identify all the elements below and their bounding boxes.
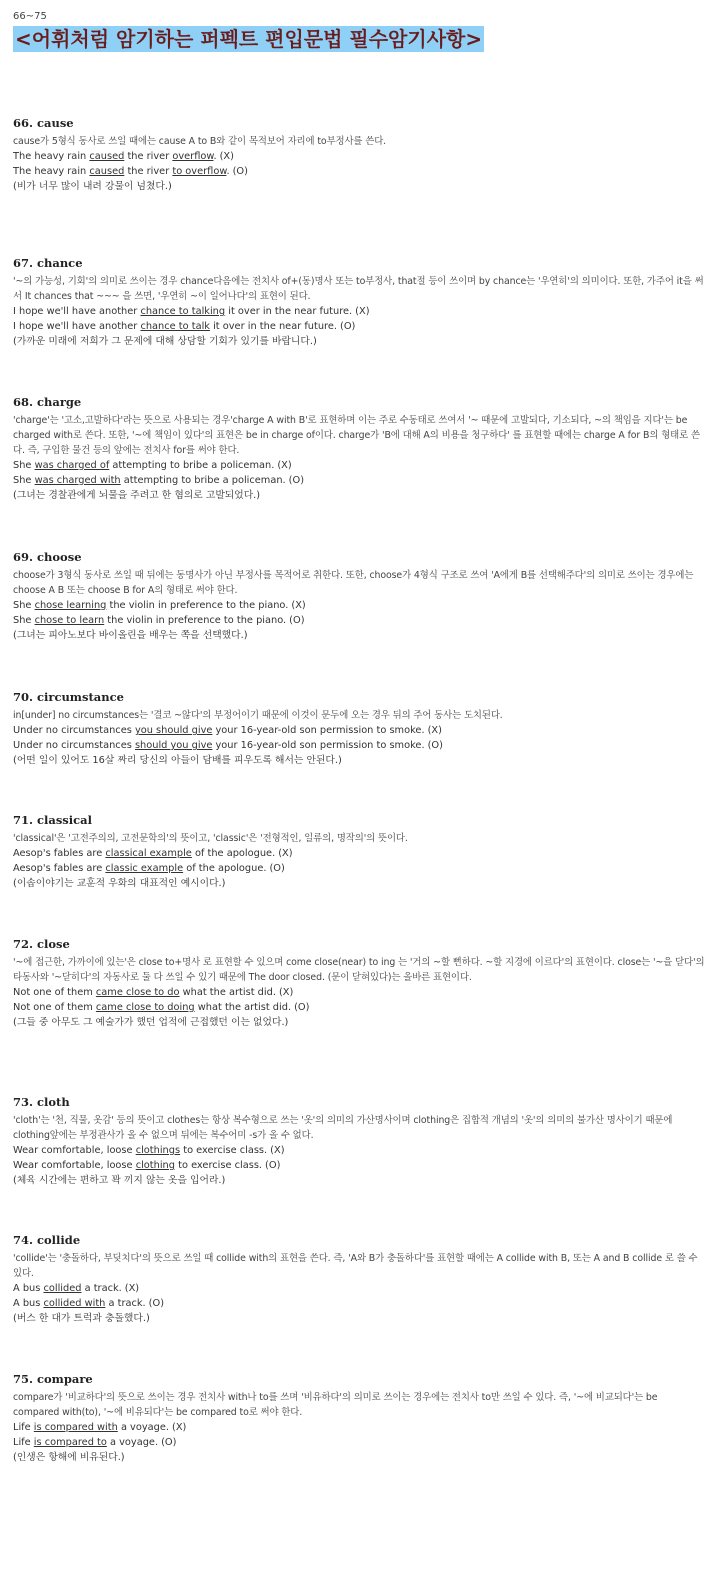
example-text: a track. — [81, 1283, 122, 1294]
underlined-phrase: was charged with — [34, 475, 121, 486]
example-text: Aesop's fables are — [13, 848, 106, 859]
example-text: a track. — [105, 1298, 146, 1309]
underlined-phrase: you should give — [134, 725, 213, 736]
example-text: your 16-year-old son permission to smoke. — [212, 725, 425, 736]
underlined-phrase: chose learning — [34, 600, 107, 611]
correctness-mark: (X) — [172, 1422, 187, 1433]
example-text: The heavy rain — [13, 151, 90, 162]
correctness-mark: (X) — [355, 306, 370, 317]
correct-example — [13, 738, 706, 753]
example-text: I hope we'll have another — [13, 306, 141, 317]
example-text: Life — [13, 1437, 34, 1448]
example-text: Wear comfortable, loose — [13, 1145, 136, 1156]
example-text: the river — [124, 166, 173, 177]
underlined-phrase: came close to doing — [95, 1002, 195, 1013]
example-text: what the artist did. — [179, 987, 276, 998]
korean-translation: (가까운 미래에 저희가 그 문제에 대해 상담할 기회가 있기를 바랍니다.) — [13, 336, 317, 347]
entry-heading: 75. compare — [13, 1372, 93, 1386]
entry-heading: 66. cause — [13, 116, 74, 130]
example-text: Not one of them — [13, 987, 96, 998]
grammar-entry — [13, 395, 706, 503]
example-text: of the apologue. — [183, 863, 267, 874]
underlined-phrase: chance to talk — [140, 321, 210, 332]
entry-heading: 67. chance — [13, 256, 83, 270]
correctness-mark: (O) — [148, 1298, 165, 1309]
example-text: The heavy rain — [13, 166, 90, 177]
underlined-phrase: classic example — [105, 863, 184, 874]
grammar-entry — [13, 937, 706, 1030]
entry-explanation: cause가 5형식 동사로 쓰일 때에는 cause A to B와 같이 목적보어 자리에 to부정사를 쓴다. — [13, 136, 387, 147]
correctness-mark: (X) — [277, 460, 292, 471]
korean-translation: (그녀는 피아노보다 바이올린을 배우는 쪽을 선택했다.) — [13, 630, 248, 641]
example-text: it over in the near future. — [209, 321, 338, 332]
example-text: a voyage. — [106, 1437, 159, 1448]
example-text: She — [13, 475, 35, 486]
grammar-entry — [13, 256, 706, 349]
example-text: . — [213, 151, 217, 162]
example-text: Wear comfortable, loose — [13, 1160, 136, 1171]
underlined-phrase: chose to learn — [34, 615, 105, 626]
underlined-phrase: should you give — [134, 740, 213, 751]
correctness-mark: (O) — [265, 1160, 281, 1171]
underlined-phrase: clothings — [135, 1145, 181, 1156]
underlined-phrase: chance to talking — [140, 306, 226, 317]
example-text: She — [13, 615, 35, 626]
example-text: to exercise class. — [180, 1145, 268, 1156]
grammar-entry — [13, 1095, 706, 1188]
underlined-phrase: collided — [43, 1283, 82, 1294]
example-text: I hope we'll have another — [13, 321, 141, 332]
correct-example — [13, 613, 706, 628]
incorrect-example — [13, 1143, 706, 1158]
example-text: the violin in preference to the piano. — [104, 615, 287, 626]
entry-explanation: 'charge'는 '고소,고발하다'라는 뜻으로 사용되는 경우'charge A with B'로 표현하며 이는 주로 수동태로 쓰여서 '~ 때문에 고발되다, 기소되다, ~의 책임을 지다'는 be charged with로 쓴다. 또한, '~에 책임이 있다'의 표현은 be in charge of이다. charge가 'B에 대해 A의 비용을 청구하다' 를 표현할 때에는 charge A for B의 형태로 쓴다. 즉, 구입한 물건 등의 앞에는 전치사 for를 써야 한다. — [13, 415, 700, 456]
example-text: Under no circumstances — [13, 740, 135, 751]
correctness-mark: (X) — [278, 987, 294, 998]
correctness-mark: (O) — [340, 321, 356, 332]
entry-explanation: 'classical'은 '고전주의의, 고전문학의'의 뜻이고, 'classic'은 '전형적인, 일류의, 명작의'의 뜻이다. — [13, 833, 408, 844]
entry-explanation: in[under] no circumstances는 '결코 ~않다'의 부정어이기 때문에 이것이 문두에 오는 경우 뒤의 주어 동사는 도치된다. — [13, 710, 503, 721]
grammar-entry — [13, 116, 706, 194]
entry-heading: 70. circumstance — [13, 690, 124, 704]
example-text: Aesop's fables are — [13, 863, 106, 874]
correctness-mark: (X) — [270, 1145, 285, 1156]
entry-heading: 68. charge — [13, 395, 82, 409]
correctness-mark: (X) — [124, 1283, 140, 1294]
entry-heading: 73. cloth — [13, 1095, 70, 1109]
correct-example — [13, 1158, 706, 1173]
correctness-mark: (O) — [294, 1002, 310, 1013]
underlined-phrase: caused — [89, 166, 125, 177]
correctness-mark: (O) — [427, 740, 443, 751]
korean-translation: (이솝이야기는 교훈적 우화의 대표적인 예시이다.) — [13, 878, 226, 889]
correctness-mark: (X) — [291, 600, 306, 611]
incorrect-example — [13, 598, 706, 613]
underlined-phrase: to overflow — [172, 166, 227, 177]
incorrect-example — [13, 304, 706, 319]
page-title: <어휘처럼 암기하는 퍼펙트 편입문법 필수암기사항> — [15, 27, 483, 51]
correctness-mark: (X) — [278, 848, 293, 859]
example-text: Under no circumstances — [13, 725, 135, 736]
incorrect-example — [13, 458, 706, 473]
example-text: the river — [124, 151, 173, 162]
correct-example — [13, 1435, 706, 1450]
incorrect-example — [13, 846, 706, 861]
example-text: A bus — [13, 1298, 44, 1309]
entry-explanation: '~에 접근한, 가까이에 있는'은 close to+명사 로 표현할 수 있으며 come close(near) to ing 는 '거의 ~할 뻔하다. ~할 지경에 이르다'의 표현이다. close는 '~을 닫다'의 타동사와 '~닫히다'의 자동사로 둘 다 쓰일 수 있기 때문에 The door closed. (문이 닫혀있다)는 올바른 표현이다. — [13, 957, 705, 983]
example-text: it over in the near future. — [225, 306, 353, 317]
underlined-phrase: came close to do — [95, 987, 180, 998]
underlined-phrase: clothing — [135, 1160, 175, 1171]
correctness-mark: (O) — [232, 166, 248, 177]
incorrect-example — [13, 1281, 706, 1296]
incorrect-example — [13, 149, 706, 164]
korean-translation: (그들 중 아무도 그 예술가가 했던 업적에 근접했던 이는 없었다.) — [13, 1017, 289, 1028]
correctness-mark: (X) — [219, 151, 234, 162]
correct-example — [13, 164, 706, 179]
entry-explanation: compare가 '비교하다'의 뜻으로 쓰이는 경우 전치사 with나 to를 쓰며 '비유하다'의 의미로 쓰이는 경우에는 전치사 to만 쓰일 수 있다. 즉, '~에 비교되다'는 be compared with(to), '~에 비유되다'는 be compared to로 써야 한다. — [13, 1392, 658, 1418]
example-text: attempting to bribe a policeman. — [120, 475, 286, 486]
underlined-phrase: collided with — [43, 1298, 106, 1309]
example-text: a voyage. — [117, 1422, 170, 1433]
entry-explanation: '~의 가능성, 기회'의 의미로 쓰이는 경우 chance다음에는 전치사 of+(동)명사 또는 to부정사, that절 등이 쓰이며 by chance는 '우연히'의 의미이다. 또한, 가주어 it을 써서 It chances that ~~~ 을 쓰면, '우연히 ~이 일어나다'의 표현이 된다. — [13, 276, 704, 302]
incorrect-example — [13, 1420, 706, 1435]
korean-translation: (비가 너무 많이 내려 강물이 넘쳤다.) — [13, 181, 172, 192]
entry-explanation: choose가 3형식 동사로 쓰일 때 뒤에는 동명사가 아닌 부정사를 목적어로 취한다. 또한, choose가 4형식 구조로 쓰여 'A에게 B를 선택해주다'의 의미로 쓰이는 경우에는 choose A B 또는 choose B for A의 형태로 써야 한다. — [13, 570, 694, 596]
example-text: the violin in preference to the piano. — [106, 600, 289, 611]
example-text: She — [13, 600, 35, 611]
entry-explanation: 'cloth'는 '천, 직물, 옷감' 등의 뜻이고 clothes는 항상 복수형으로 쓰는 '옷'의 의미의 가산명사이며 clothing은 집합적 개념의 '옷'의 의미의 불가산 명사이기 때문에 clothing앞에는 부정관사가 올 수 없으며 뒤에는 복수어미 -s가 올 수 없다. — [13, 1115, 673, 1141]
correct-example — [13, 1296, 706, 1311]
korean-translation: (그녀는 경찰관에게 뇌물을 주려고 한 혐의로 고발되었다.) — [13, 490, 261, 501]
correct-example — [13, 1000, 706, 1015]
grammar-entry — [13, 690, 706, 768]
underlined-phrase: is compared with — [33, 1422, 118, 1433]
correctness-mark: (O) — [289, 615, 305, 626]
example-text: to exercise class. — [175, 1160, 263, 1171]
entry-heading: 74. collide — [13, 1233, 81, 1247]
correct-example — [13, 473, 706, 488]
entry-heading: 71. classical — [13, 813, 92, 827]
correctness-mark: (O) — [269, 863, 285, 874]
korean-translation: (버스 한 대가 트럭과 충돌했다.) — [13, 1313, 150, 1324]
underlined-phrase: caused — [89, 151, 125, 162]
correct-example — [13, 861, 706, 876]
example-text: Not one of them — [13, 1002, 96, 1013]
example-text: your 16-year-old son permission to smoke. — [212, 740, 425, 751]
underlined-phrase: is compared to — [33, 1437, 107, 1448]
page-range: 66~75 — [13, 11, 47, 22]
incorrect-example — [13, 985, 706, 1000]
korean-translation: (체육 시간에는 편하고 꽉 끼지 않는 옷을 입어라.) — [13, 1175, 226, 1186]
example-text: what the artist did. — [194, 1002, 292, 1013]
underlined-phrase: was charged of — [34, 460, 110, 471]
correct-example — [13, 319, 706, 334]
example-text: A bus — [13, 1283, 44, 1294]
korean-translation: (인생은 항해에 비유된다.) — [13, 1452, 125, 1463]
underlined-phrase: overflow — [172, 151, 214, 162]
incorrect-example — [13, 723, 706, 738]
entry-explanation: 'collide'는 '충돌하다, 부딪치다'의 뜻으로 쓰일 때 collide with의 표현을 쓴다. 즉, 'A와 B가 충돌하다'를 표현할 때에는 A collide with B, 또는 A and B collide 로 쓸 수 있다. — [13, 1253, 698, 1279]
example-text: She — [13, 460, 35, 471]
example-text: attempting to bribe a policeman. — [109, 460, 275, 471]
grammar-entry — [13, 813, 706, 891]
example-text: Life — [13, 1422, 34, 1433]
korean-translation: (어떤 일이 있어도 16살 짜리 당신의 아들이 담배를 피우도록 해서는 안된다.) — [13, 755, 342, 766]
grammar-entry — [13, 550, 706, 643]
entry-heading: 69. choose — [13, 550, 82, 564]
example-text: of the apologue. — [191, 848, 276, 859]
grammar-entry — [13, 1372, 706, 1465]
correctness-mark: (O) — [161, 1437, 177, 1448]
grammar-entry — [13, 1233, 706, 1326]
correctness-mark: (O) — [288, 475, 305, 486]
entry-heading: 72. close — [13, 937, 70, 951]
example-text: . — [226, 166, 230, 177]
correctness-mark: (X) — [427, 725, 442, 736]
underlined-phrase: classical example — [105, 848, 192, 859]
